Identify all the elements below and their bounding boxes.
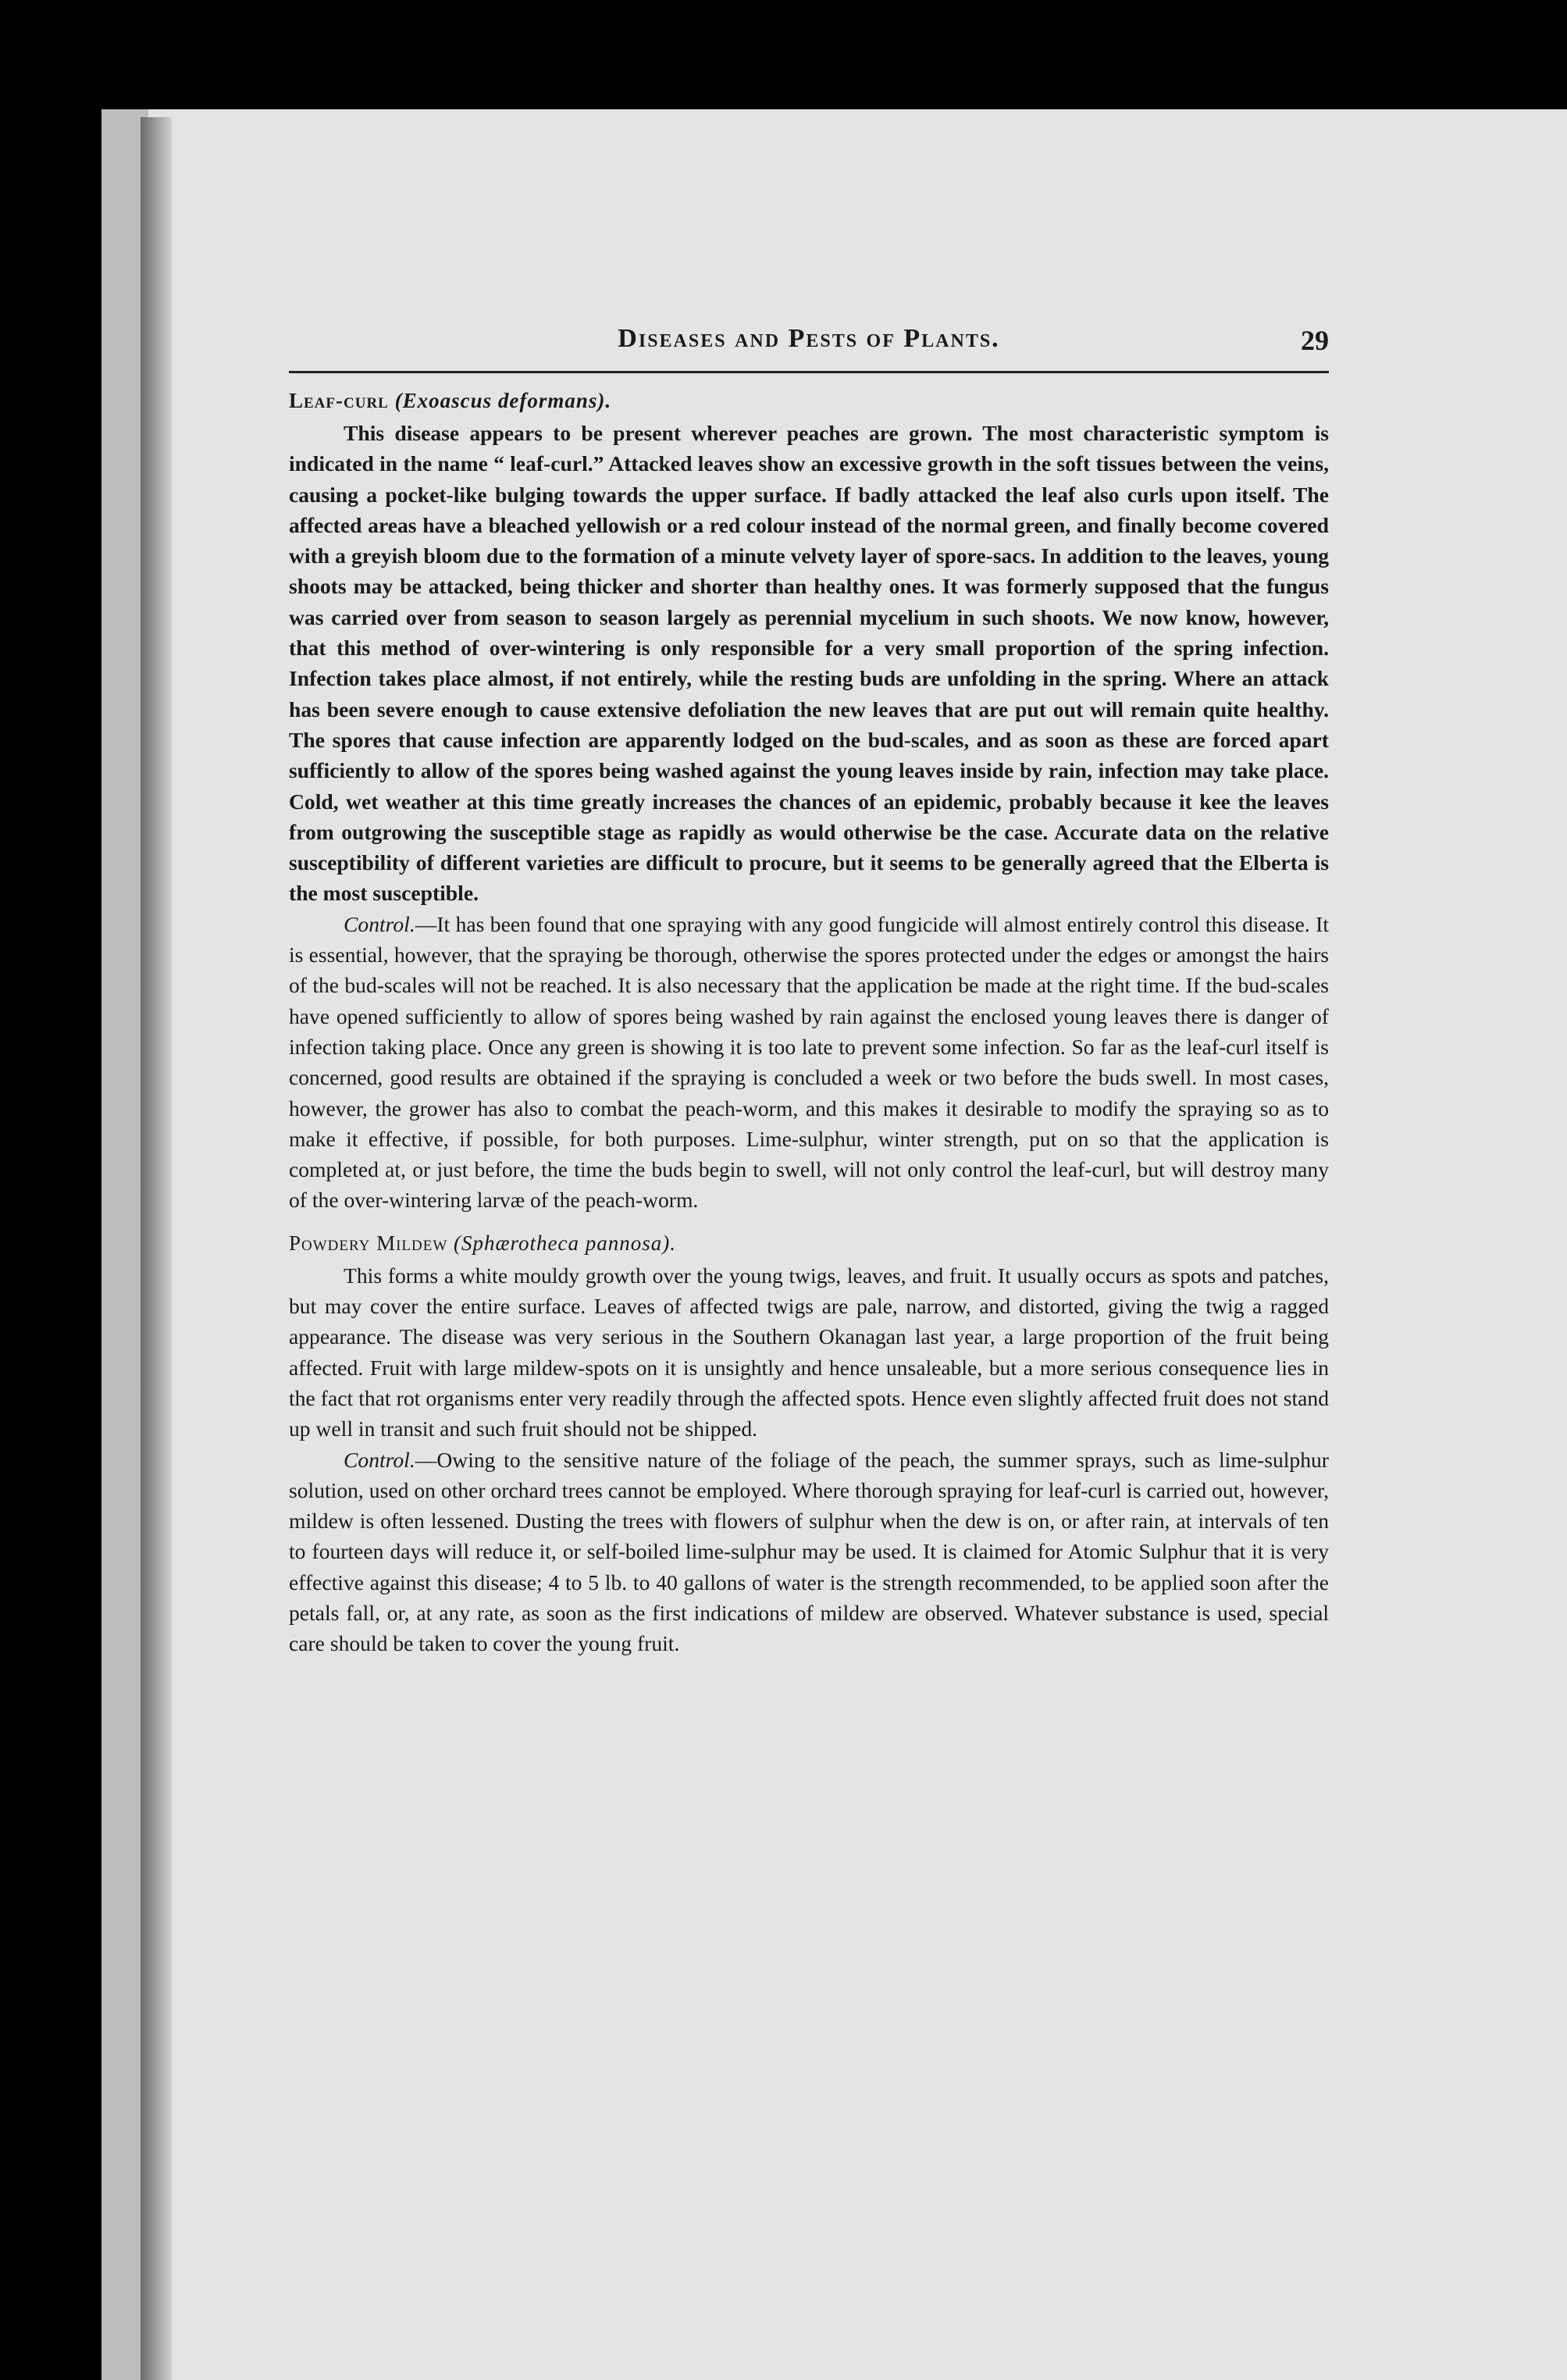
section-title: Leaf-curl: [289, 389, 389, 412]
section-latin-name: (Exoascus deformans).: [394, 389, 612, 412]
binding-gutter: [141, 117, 172, 2380]
paragraph: [289, 1260, 1329, 1445]
page-number: 29: [1301, 325, 1329, 356]
paragraph-text: This disease appears to be present wherever peaches are grown. The most characteristic symptom is indicated in the name “ leaf-curl.” Attacked leaves show an excessive growth in the soft tissues between the veins, causing a pocket-like bulging towards the upper surface. If badly attacked the leaf also curls upon itself. The affected areas have a bleached yellowish or a red colour instead of the normal green, and finally become covered with a greyish bloom due to the formation of a minute velvety layer of spore-sacs. In addition to the leaves, young shoots may be attacked, being thicker and shorter than healthy ones. It was formerly supposed that the fungus was carried over from season to season largely as perennial mycelium in such shoots. We now know, however, that this method of over-wintering is only responsible for a very small proportion of the spring infection. Infection takes place almost, if not entirely, while the resting buds are unfolding in the spring. Where an attack has been severe enough to cause extensive defoliation the new leaves that are put out will remain quite healthy. The spores that cause infection are apparently lodged on the bud-scales, and as soon as these are forced apart sufficiently to allow of the spores being washed against the young leaves inside by rain, infection may take place. Cold, wet weather at this time greatly increases the chances of an epidemic, probably because it kee the leaves from outgrowing the susceptible stage as rapidly as would otherwise be the case. Accurate data on the relative susceptibility of different varieties are difficult to procure, but it seems to be generally agreed that the Elberta is the most susceptible.: [289, 421, 1329, 906]
paragraph-lead: Control.: [344, 911, 415, 936]
section-heading: [289, 389, 1329, 413]
paragraph: [289, 1445, 1329, 1659]
section-heading: [289, 1231, 1329, 1256]
running-head: [289, 324, 1329, 373]
section-powdery-mildew: [289, 1231, 1329, 1659]
page-content: [289, 324, 1329, 1659]
paragraph-text: —It has been found that one spraying with any good fungicide will almost entirely control this disease. It is essential, however, that the spraying be thorough, otherwise the spores protected under the edges or amongst the hairs of the bud-scales will not be reached. It is also necessary that the application be made at the right time. If the bud-scales have opened sufficiently to allow of spores being washed by rain against the enclosed young leaves there is danger of infection taking place. Once any green is showing it is too late to prevent some infection. So far as the leaf-curl itself is concerned, good results are obtained if the spraying is concluded a week or two before the buds swell. In most cases, however, the grower has also to combat the peach-worm, and this makes it desirable to modify the spraying so as to make it effective, if possible, for both purposes. Lime-sulphur, winter strength, put on so that the application is completed at, or just before, the time the buds begin to swell, will not only control the leaf-curl, but will destroy many of the over-wintering larvæ of the peach-worm.: [289, 911, 1329, 1213]
section-latin-name: (Sphærotheca pannosa).: [454, 1231, 677, 1255]
paragraph: [289, 418, 1329, 909]
paragraph-text: This forms a white mouldy growth over the young twigs, leaves, and fruit. It usually occurs as spots and patches, but may cover the entire surface. Leaves of affected twigs are pale, narrow, and distorted, giving the twig a ragged appearance. The disease was very serious in the Southern Okanagan last year, a large proportion of the fruit being affected. Fruit with large mildew-spots on it is unsightly and hence unsaleable, but a more serious consequence lies in the fact that rot organisms enter very readily through the affected spots. Hence even slightly affected fruit does not stand up well in transit and such fruit should not be shipped.: [289, 1263, 1329, 1441]
section-leaf-curl: [289, 389, 1329, 1216]
paragraph-text: —Owing to the sensitive nature of the foliage of the peach, the summer sprays, such as lime-sulphur solution, used on other orchard trees cannot be employed. Where thorough spraying for leaf-curl is carried out, however, mildew is often lessened. Dusting the trees with flowers of sulphur when the dew is on, or after rain, at intervals of ten to fourteen days will reduce it, or self-boiled lime-sulphur may be used. It is claimed for Atomic Sulphur that it is very effective against this disease; 4 to 5 lb. to 40 gallons of water is the strength recommended, to be applied soon after the petals fall, or, at any rate, as soon as the first indications of mildew are observed. Whatever substance is used, special care should be taken to cover the young fruit.: [289, 1447, 1329, 1656]
paragraph: [289, 909, 1329, 1216]
section-title: Powdery Mildew: [289, 1231, 448, 1255]
paragraph-lead: Control.: [344, 1447, 415, 1472]
running-title: Diseases and Pests of Plants.: [618, 324, 1000, 353]
